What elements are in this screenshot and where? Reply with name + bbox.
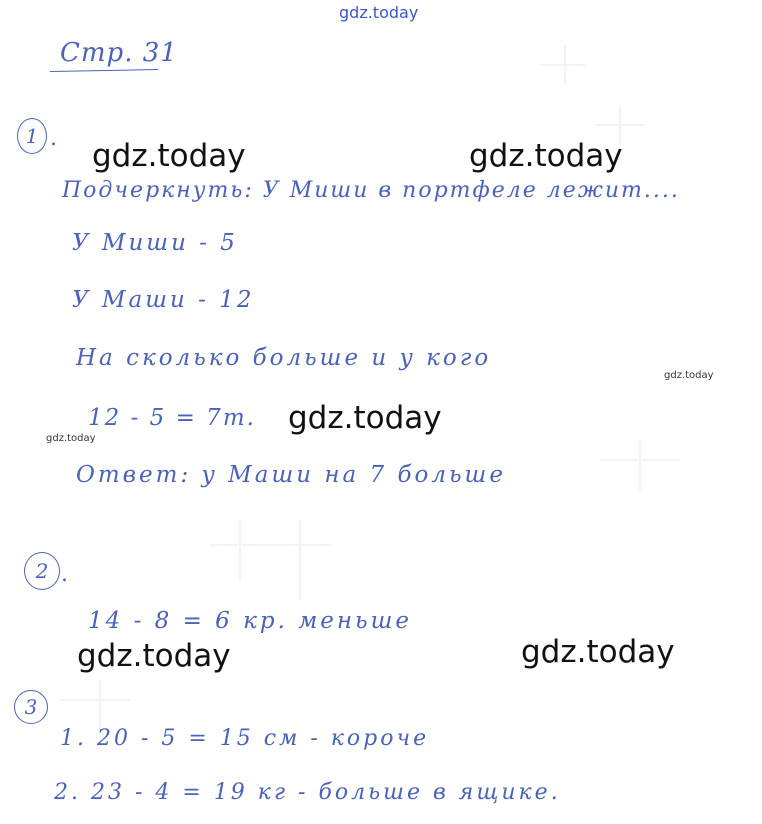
page-label: Стр. 31 [60,38,178,68]
task1-line3: У Маши - 12 [72,287,255,313]
watermark-4: gdz.today [77,638,231,674]
watermark-5: gdz.today [521,634,675,670]
watermark-top: gdz.today [339,3,419,22]
task2-dot: . [61,562,68,587]
task3-line1: 1. 20 - 5 = 15 см - короче [60,726,430,751]
task1-line1: Подчеркнуть: У Миши в портфеле лежит.... [62,178,680,203]
watermark-1: gdz.today [92,138,246,174]
task2-line1: 14 - 8 = 6 кр. меньше [88,608,412,634]
task1-line4: На сколько больше и у кого [76,345,492,371]
task3-number: 3 [14,690,48,724]
task1-line5: 12 - 5 = 7т. [88,405,256,431]
page-label-underline [50,69,158,72]
watermark-small-2: gdz.today [46,433,96,444]
task2-number: 2 [24,552,60,590]
task1-line6: Ответ: у Маши на 7 больше [76,462,506,488]
task3-line2: 2. 23 - 4 = 19 кг - больше в ящике. [54,780,561,805]
task1-line2: У Миши - 5 [72,230,238,256]
watermark-3: gdz.today [288,400,442,436]
watermark-2: gdz.today [469,138,623,174]
task1-number: 1 [17,118,47,154]
task1-dot: . [50,126,57,151]
watermark-small-1: gdz.today [664,370,714,381]
